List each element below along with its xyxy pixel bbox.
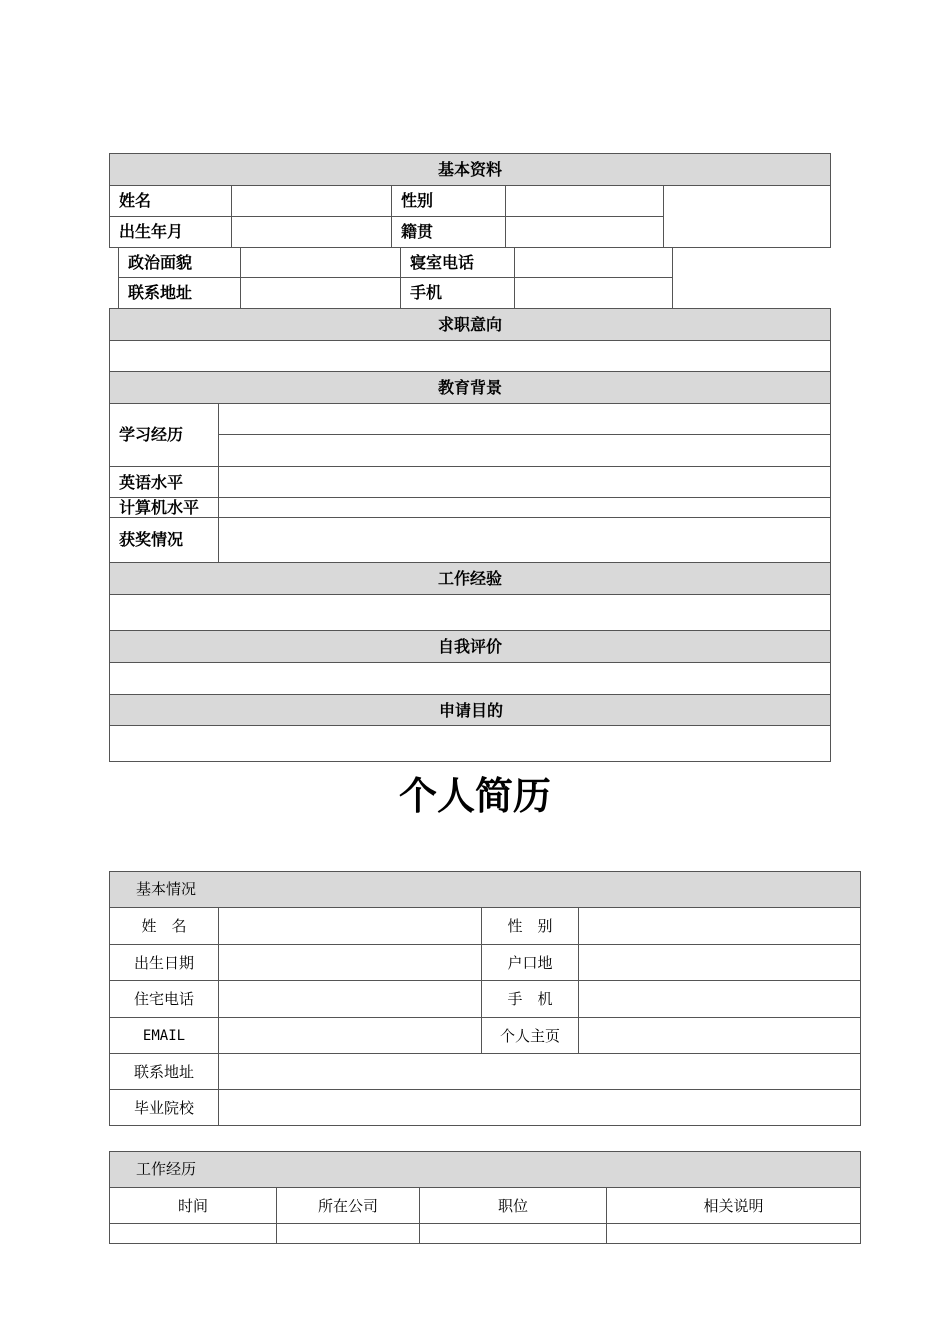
section-header-basic-situation (109, 871, 861, 908)
birth-label: 出生年月 (119, 222, 184, 241)
email-label: EMAIL (142, 1028, 186, 1044)
name-label-cell (109, 185, 232, 217)
gender-field[interactable] (505, 185, 664, 217)
award-label-cell (109, 517, 219, 563)
birth-date-label-cell (109, 944, 219, 981)
section-title: 工作经验 (437, 569, 502, 588)
section-title: 申请目的 (438, 701, 503, 720)
dorm-phone-label: 寝室电话 (410, 253, 475, 272)
dorm-phone-field[interactable] (514, 247, 673, 278)
column-header-position (419, 1187, 607, 1224)
section-title: 基本资料 (437, 160, 502, 179)
english-field[interactable] (218, 466, 831, 498)
section-header-work-experience (109, 562, 831, 595)
table-cell-notes[interactable] (606, 1223, 861, 1244)
table-cell-time[interactable] (109, 1223, 277, 1244)
political-label: 政治面貌 (128, 253, 193, 272)
column-header-time (109, 1187, 277, 1224)
section-title: 基本情况 (136, 880, 197, 898)
gender-label-cell (391, 185, 506, 217)
dorm-phone-label-cell (400, 247, 515, 278)
section-title: 自我评价 (437, 637, 502, 656)
section-header-job-intention (109, 308, 831, 341)
computer-label-cell (109, 497, 219, 518)
native-label-cell (391, 216, 506, 248)
column-label: 所在公司 (317, 1197, 378, 1215)
hukou-label: 户口地 (507, 954, 553, 972)
address-label-cell (118, 277, 241, 309)
contact-address-field[interactable] (218, 1053, 861, 1090)
homepage-label: 个人主页 (499, 1027, 560, 1045)
computer-field[interactable] (218, 497, 831, 518)
section-header-basic-info (109, 153, 831, 186)
study-field-1[interactable] (218, 403, 831, 435)
name-field[interactable] (218, 907, 482, 945)
mobile-label: 手机 (410, 283, 443, 302)
home-phone-label-cell (109, 980, 219, 1018)
name-field[interactable] (231, 185, 392, 217)
section-header-purpose (109, 694, 831, 726)
native-label: 籍贯 (401, 222, 434, 241)
birth-date-field[interactable] (218, 944, 482, 981)
homepage-field[interactable] (578, 1017, 861, 1054)
email-label-cell (109, 1017, 219, 1054)
page-title: 个人简历 (398, 773, 551, 818)
mobile-field[interactable] (578, 980, 861, 1018)
study-label-cell (109, 403, 219, 467)
gender-label-cell (481, 907, 579, 945)
name-label-cell (109, 907, 219, 945)
hukou-field[interactable] (578, 944, 861, 981)
birth-field[interactable] (231, 216, 392, 248)
column-header-notes (606, 1187, 861, 1224)
name-label: 姓名 (119, 191, 152, 210)
contact-address-label-cell (109, 1053, 219, 1090)
address-label: 联系地址 (128, 283, 193, 302)
study-field-2[interactable] (218, 434, 831, 467)
gender-label: 性别 (401, 191, 434, 210)
hukou-label-cell (481, 944, 579, 981)
birth-label-cell (109, 216, 232, 248)
column-label: 时间 (177, 1197, 208, 1215)
english-label-cell (109, 466, 219, 498)
birth-date-label: 出生日期 (133, 954, 194, 972)
section-header-self-evaluation (109, 630, 831, 663)
contact-address-label: 联系地址 (133, 1063, 194, 1081)
school-label: 毕业院校 (133, 1099, 194, 1117)
job-intention-field[interactable] (109, 340, 831, 372)
column-label: 职位 (497, 1197, 528, 1215)
gender-label: 性 别 (507, 917, 553, 935)
self-evaluation-field[interactable] (109, 662, 831, 695)
political-field[interactable] (240, 247, 401, 278)
mobile-field[interactable] (514, 277, 673, 309)
column-label: 相关说明 (703, 1197, 764, 1215)
address-field[interactable] (240, 277, 401, 309)
homepage-label-cell (481, 1017, 579, 1054)
mobile-label-cell (400, 277, 515, 309)
table-cell-company[interactable] (276, 1223, 420, 1244)
email-field[interactable] (218, 1017, 482, 1054)
school-field[interactable] (218, 1089, 861, 1126)
work-experience-field[interactable] (109, 594, 831, 631)
study-label: 学习经历 (119, 425, 184, 444)
section-title: 教育背景 (437, 378, 502, 397)
home-phone-field[interactable] (218, 980, 482, 1018)
school-label-cell (109, 1089, 219, 1126)
mobile-label-cell (481, 980, 579, 1018)
section-title: 求职意向 (437, 315, 502, 334)
english-label: 英语水平 (119, 473, 184, 492)
section-title: 工作经历 (136, 1160, 197, 1178)
award-label: 获奖情况 (119, 530, 184, 549)
table-cell-position[interactable] (419, 1223, 607, 1244)
political-label-cell (118, 247, 241, 278)
home-phone-label: 住宅电话 (133, 990, 194, 1008)
photo-box (663, 185, 831, 248)
section-header-education (109, 371, 831, 404)
gender-field[interactable] (578, 907, 861, 945)
section-header-work-history (109, 1151, 861, 1188)
award-field[interactable] (218, 517, 831, 563)
mobile-label: 手 机 (507, 990, 553, 1008)
native-field[interactable] (505, 216, 664, 248)
name-label: 姓 名 (141, 917, 187, 935)
column-header-company (276, 1187, 420, 1224)
purpose-field[interactable] (109, 725, 831, 762)
computer-label: 计算机水平 (119, 498, 200, 517)
